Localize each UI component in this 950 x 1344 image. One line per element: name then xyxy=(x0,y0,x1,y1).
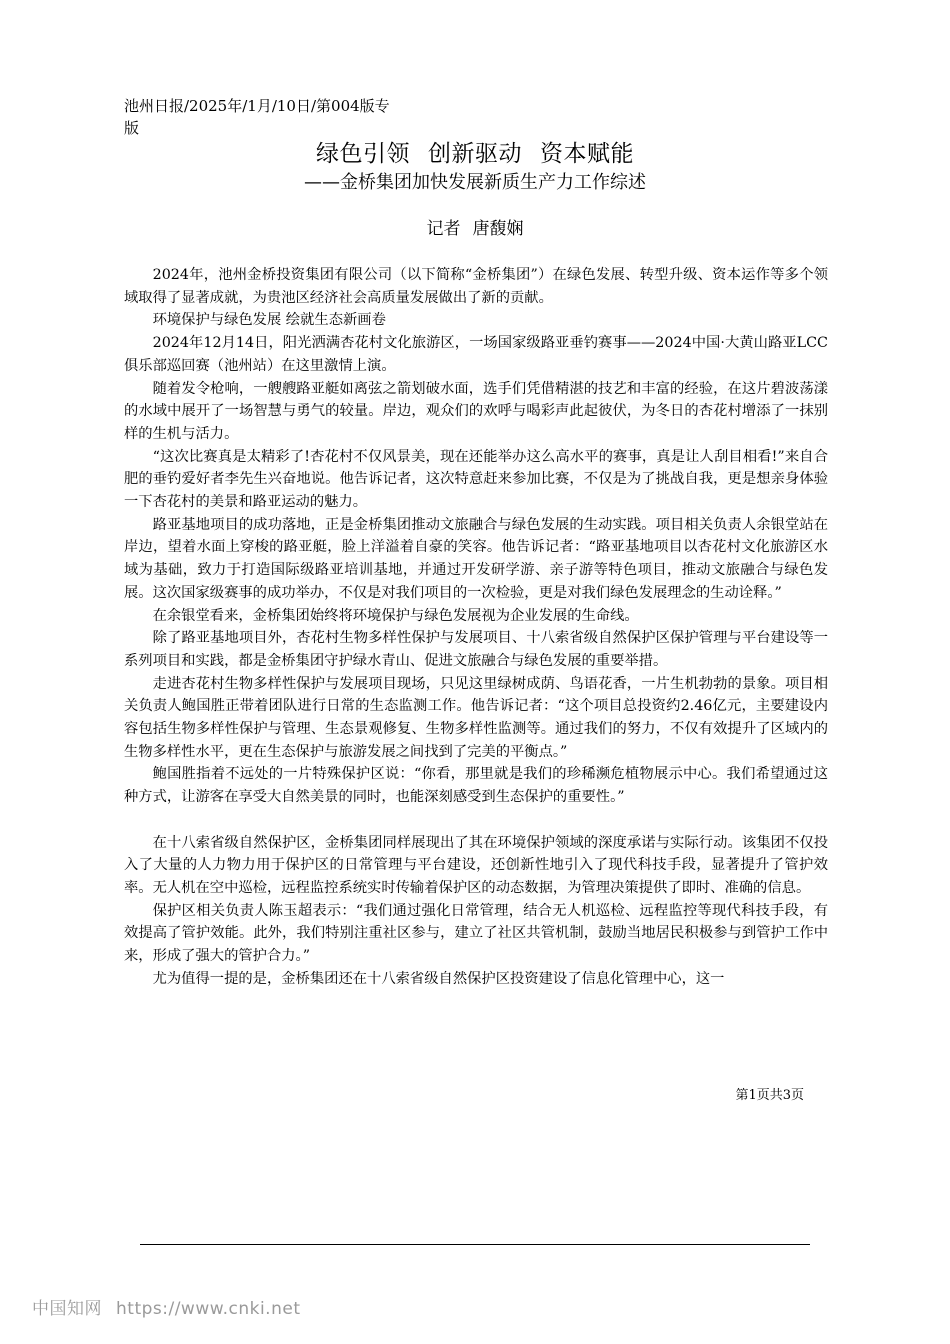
paragraph: 尤为值得一提的是，金桥集团还在十八索省级自然保护区投资建设了信息化管理中心，这一 xyxy=(152,970,725,987)
title-part-3: 资本赋能 xyxy=(540,141,634,167)
article-subtitle: ——金桥集团加快发展新质生产力工作综述 xyxy=(304,172,646,193)
paragraph: 随着发令枪响，一艘艘路亚艇如离弦之箭划破水面，选手们凭借精湛的技艺和丰富的经验，在这片碧波荡漾的水域中展开了一场智慧与勇气的较量。岸边，观众们的欢呼与喝彩声此起彼伏，为冬日的杏花村增添了一抹别样的生机与活力。 xyxy=(124,380,828,442)
section-heading: 环境保护与绿色发展 绘就生态新画卷 xyxy=(152,312,386,329)
paragraph: 路亚基地项目的成功落地，正是金桥集团推动文旅融合与绿色发展的生动实践。项目相关负责人余银堂站在岸边，望着水面上穿梭的路亚艇，脸上洋溢着自豪的笑容。他告诉记者：“路亚基地项目以杏花村文化旅游区水域为基础，致力于打造国际级路亚培训基地，并通过开发研学游、亲子游等特色项目，推动文旅融合与绿色发展。这次国家级赛事的成功举办，不仅是对我们项目的一次检验，更是对我们绿色发展理念的生动诠释。” xyxy=(124,516,828,601)
paragraph: 保护区相关负责人陈玉超表示：“我们通过强化日常管理，结合无人机巡检、远程监控等现代科技手段，有效提高了管护效能。此外，我们特别注重社区参与，建立了社区共管机制，鼓励当地居民积极参与到管护工作中来，形成了强大的管护合力。” xyxy=(124,902,828,965)
title-part-1: 绿色引领 xyxy=(316,141,410,167)
paragraph: 鲍国胜指着不远处的一片特殊保护区说：“你看，那里就是我们的珍稀濒危植物展示中心。我们希望通过这种方式，让游客在享受大自然美景的同时，也能深刻感受到生态保护的重要性。” xyxy=(124,766,828,806)
paragraph-spacer xyxy=(124,809,828,832)
article-body xyxy=(124,264,828,990)
title-part-2: 创新驱动 xyxy=(428,141,522,167)
paragraph: 除了路亚基地项目外，杏花村生物多样性保护与发展项目、十八索省级自然保护区保护管理与平台建设等一系列项目和实践，都是金桥集团守护绿水青山、促进文旅融合与绿色发展的重要举措。 xyxy=(124,630,828,669)
paragraph: 在余银堂看来，金桥集团始终将环境保护与绿色发展视为企业发展的生命线。 xyxy=(152,607,639,624)
watermark-url: https://www.cnki.net xyxy=(116,1299,301,1319)
paragraph: “这次比赛真是太精彩了!杏花村不仅风景美，现在还能举办这么高水平的赛事，真是让人刮目相看!”来自合肥的垂钓爱好者李先生兴奋地说。他告诉记者，这次特意赶来参加比赛，不仅是为了挑战自我，更是想亲身体验一下杏花村的美景和路亚运动的魅力。 xyxy=(124,448,828,511)
paragraph: 走进杏花村生物多样性保护与发展项目现场，只见这里绿树成荫、鸟语花香，一片生机勃勃的景象。项目相关负责人鲍国胜正带着团队进行日常的生态监测工作。他告诉记者：“这个项目总投资约2.46亿元，主要建设内容包括生物多样性保护与管理、生态景观修复、生物多样性监测等。通过我们的努力，不仅有效提升了区域内的生物多样性水平，更在生态保护与旅游发展之间找到了完美的平衡点。” xyxy=(124,675,828,760)
byline-author: 唐馥娴 xyxy=(472,219,524,239)
paragraph: 2024年12月14日，阳光洒满杏花村文化旅游区，一场国家级路亚垂钓赛事——2024中国·大黄山路亚LCC俱乐部巡回赛（池州站）在这里激情上演。 xyxy=(124,335,828,374)
cnki-watermark xyxy=(32,1294,300,1319)
watermark-brand: 中国知网 xyxy=(32,1299,102,1319)
byline-role: 记者 xyxy=(426,219,461,239)
footer-divider xyxy=(140,1244,810,1245)
paragraph: 2024年，池州金桥投资集团有限公司（以下简称“金桥集团”）在绿色发展、转型升级、资本运作等多个领域取得了显著成就，为贵池区经济社会高质量发展做出了新的贡献。 xyxy=(124,267,828,306)
paragraph: 在十八索省级自然保护区，金桥集团同样展现出了其在环境保护领域的深度承诺与实际行动。该集团不仅投入了大量的人力物力用于保护区的日常管理与平台建设，还创新性地引入了现代科技手段，显著提升了管护效率。无人机在空中巡检，远程监控系统实时传输着保护区的动态数据，为管理决策提供了即时、准确的信息。 xyxy=(124,834,828,896)
byline xyxy=(0,217,950,241)
article-title xyxy=(0,138,950,170)
publication-source: 池州日报/2025年/1月/10日/第004版专版 xyxy=(124,97,390,137)
page-number: 第1页共3页 xyxy=(735,1088,804,1103)
